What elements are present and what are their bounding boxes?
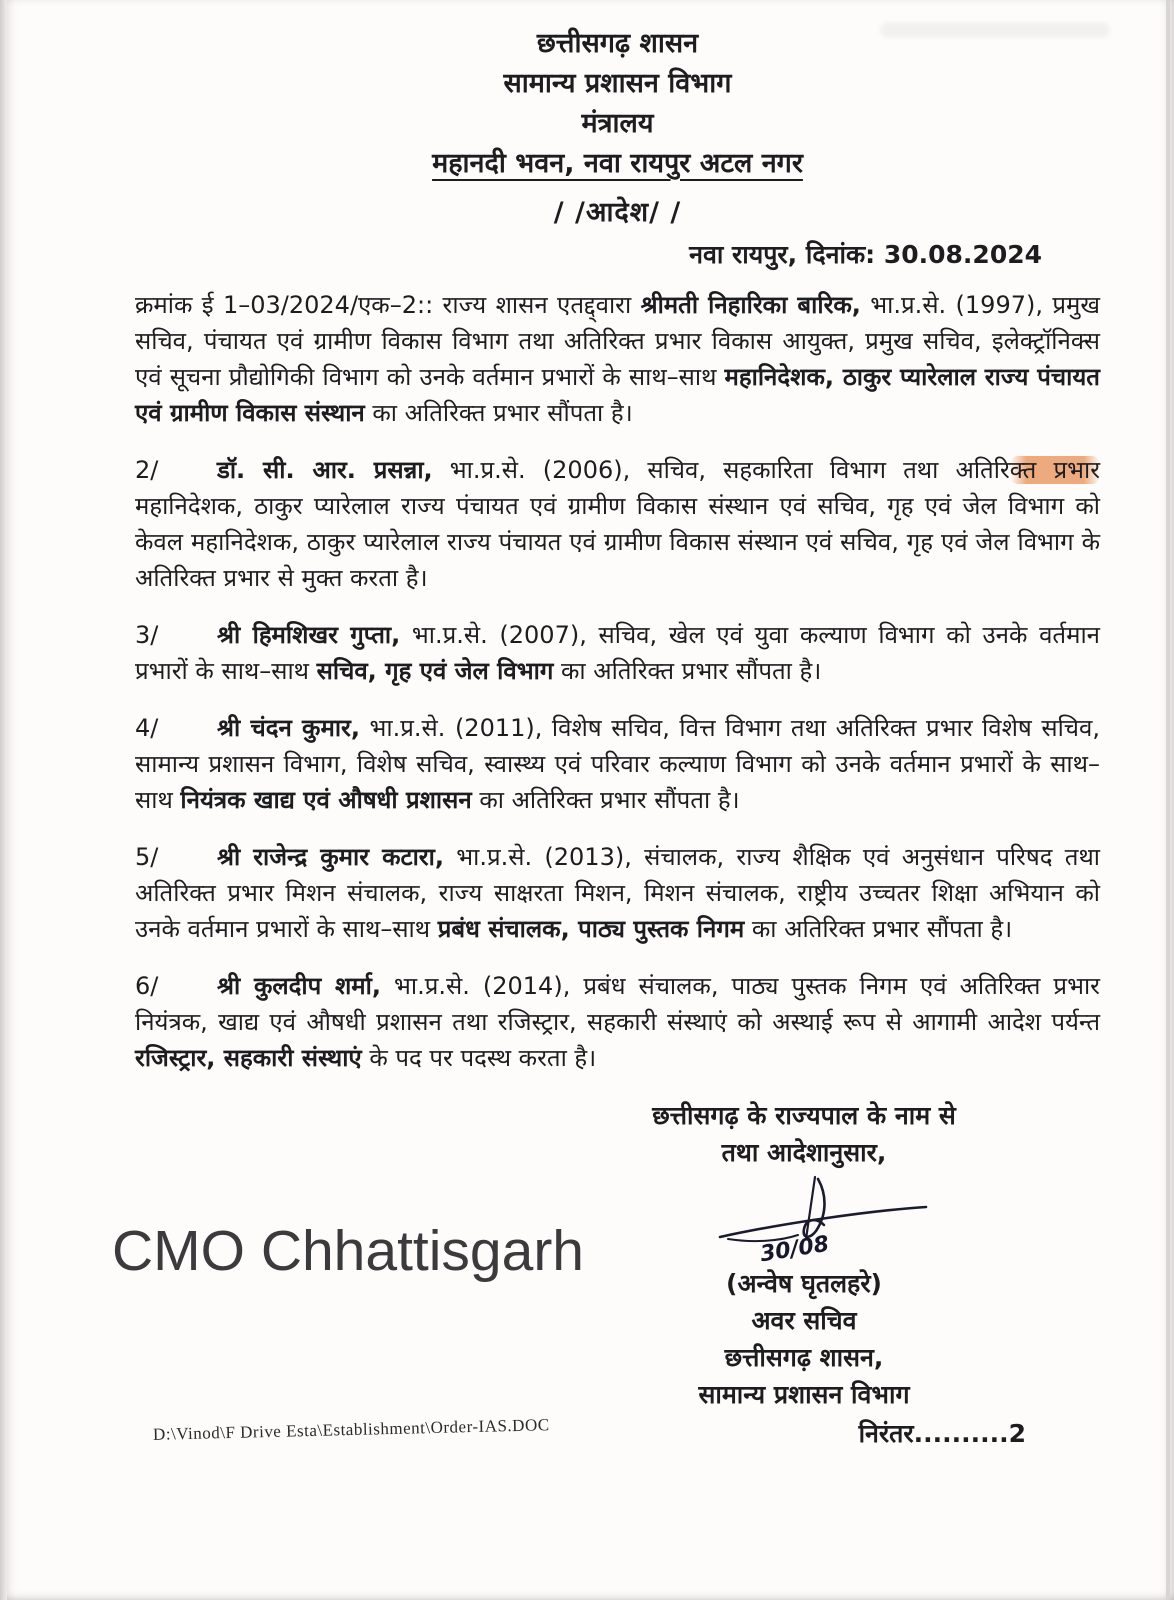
department-name: सामान्य प्रशासन विभाग [503, 68, 732, 99]
bold-text: श्री राजेन्द्र कुमार कटारा, [217, 843, 444, 871]
paragraph-number: 3/ [135, 621, 159, 649]
closing-block [564, 1097, 1044, 1452]
cmo-watermark: CMO Chhattisgarh [112, 1219, 585, 1283]
body-text: भा.प्र.से. (2006), सचिव, सहकारिता विभाग तथा अतिरि [432, 456, 1010, 484]
address-line: महानदी भवन, नवा रायपुर अटल नगर [432, 148, 803, 179]
bold-text: महानिदेशक, ठाकुर प्यारेलाल राज्य पंचायत एवं ग्रामीण विकास संस्थान [135, 363, 1100, 427]
file-path-footer: D:\Vinod\F Drive Esta\Establishment\Order-IAS.DOC [152, 1415, 550, 1444]
signatory-org-2: सामान्य प्रशासन विभाग [698, 1380, 910, 1409]
body-text: भा.प्र.से. (2014), प्रबंध संचालक, पाठ्य पुस्तक निगम एवं अतिरिक्त प्रभार नियंत्रक, खाद्य एवं औषधी प्रशासन तथा रजिस्ट्रार, सहकारी संस्थाएं को अस्थाई रूप से आगामी आदेश पर्यन्त [135, 972, 1100, 1036]
bold-text: श्री चंदन कुमार, [217, 714, 360, 742]
bold-text: डॉ. सी. आर. प्रसन्ना, [217, 456, 433, 484]
order-paragraph-1 [135, 287, 1100, 431]
by-order-line-2: तथा आदेशानुसार, [721, 1138, 887, 1167]
govt-name: छत्तीसगढ़ शासन [536, 28, 699, 59]
body-text: महानिदेशक, ठाकुर प्यारेलाल राज्य पंचायत एवं ग्रामीण विकास संस्थान एवं सचिव, गृह एवं जेल विभाग को केवल महानिदेशक, ठाकुर प्यारेलाल राज्य पंचायत एवं ग्रामीण विकास संस्थान एवं सचिव, गृह एवं जेल विभाग के अतिरिक्त प्रभार से मुक्त करता है। [135, 492, 1100, 592]
body-text: का अतिरिक्त प्रभार सौंपता है। [744, 915, 1013, 943]
paragraph-number: 5/ [135, 843, 159, 871]
body-text: क्रमांक ई 1–03/2024/एक–2:: राज्य शासन एतद्द्वारा [135, 291, 641, 319]
body-text: भा.प्र.से. (1997), प्रमुख सचिव, पंचायत एवं ग्रामीण विकास विभाग तथा अतिरिक्त प्रभार विकास आयुक्त, प्रमुख सचिव, इलेक्ट्रॉनिक्स एवं सूचना प्रौद्योगिकी विभाग को उनके वर्तमान प्रभारों के साथ–साथ [135, 291, 1100, 391]
place-date-line: नवा रायपुर, दिनांक: 30.08.2024 [689, 240, 1042, 269]
continuation-note: निरंतर..........2 [858, 1419, 1026, 1448]
body-text: का अतिरिक्त प्रभार सौंपता है। [364, 399, 633, 427]
bold-text: श्री हिमशिखर गुप्ता, [217, 621, 401, 649]
by-order-line-1: छत्तीसगढ़ के राज्यपाल के नाम से [652, 1101, 956, 1130]
body-text: भा.प्र.से. (2011), विशेष सचिव, वित्त विभाग तथा अतिरिक्त प्रभार विशेष सचिव, सामान्य प्रशासन विभाग, विशेष सचिव, स्वास्थ्य एवं परिवार कल्याण विभाग को उनके वर्तमान प्रभारों के साथ–साथ [135, 714, 1101, 814]
body-text: का अतिरिक्त प्रभार सौंपता है। [471, 786, 740, 814]
signatory-org-1: छत्तीसगढ़ शासन, [724, 1343, 884, 1372]
signatory-name: (अन्वेष घृतलहरे) [726, 1269, 882, 1298]
bold-text: प्रबंध संचालक, पाठ्य पुस्तक निगम [437, 915, 745, 943]
order-paragraph-5 [135, 839, 1100, 947]
order-title: / /आदेश/ / [553, 197, 682, 228]
body-text: के पद पर पदस्थ करता है। [361, 1044, 597, 1072]
order-paragraph-6 [135, 968, 1100, 1076]
highlighted-text: क्त प्रभार [1009, 456, 1101, 484]
order-paragraph-2 [135, 452, 1100, 596]
signature-date-scribble: 30/08 [758, 1231, 831, 1268]
paragraph-number: 4/ [135, 714, 159, 742]
paragraph-number: 2/ [135, 456, 159, 484]
bold-text: नियंत्रक खाद्य एवं औषधी प्रशासन [180, 786, 472, 814]
ministry-name: मंत्रालय [581, 108, 654, 139]
order-paragraph-3 [135, 617, 1100, 689]
signatory-title: अवर सचिव [751, 1306, 857, 1335]
body-text: का अतिरिक्त प्रभार सौंपता है। [553, 657, 822, 685]
signature-area [564, 1173, 1044, 1268]
letterhead [135, 24, 1100, 184]
bold-text: श्रीमती निहारिका बारिक, [640, 291, 861, 319]
signatory-block [564, 1265, 1044, 1413]
bold-text: सचिव, गृह एवं जेल विभाग [316, 657, 554, 685]
order-paragraph-4 [135, 710, 1100, 818]
body-text: भा.प्र.से. (2007), सचिव, खेल एवं युवा कल्याण विभाग को उनके वर्तमान प्रभारों के साथ–साथ [135, 621, 1100, 685]
paragraph-number: 6/ [135, 972, 159, 1000]
bold-text: रजिस्ट्रार, सहकारी संस्थाएं [135, 1044, 362, 1072]
bold-text: श्री कुलदीप शर्मा, [217, 972, 381, 1000]
order-paragraphs [135, 287, 1100, 1076]
body-text: भा.प्र.से. (2013), संचालक, राज्य शैक्षिक एवं अनुसंधान परिषद तथा अतिरिक्त प्रभार मिशन संचालक, राज्य साक्षरता मिशन, मिशन संचालक, राष्ट्रीय उच्चतर शिक्षा अभियान को उनके वर्तमान प्रभारों के साथ–साथ [135, 843, 1101, 943]
